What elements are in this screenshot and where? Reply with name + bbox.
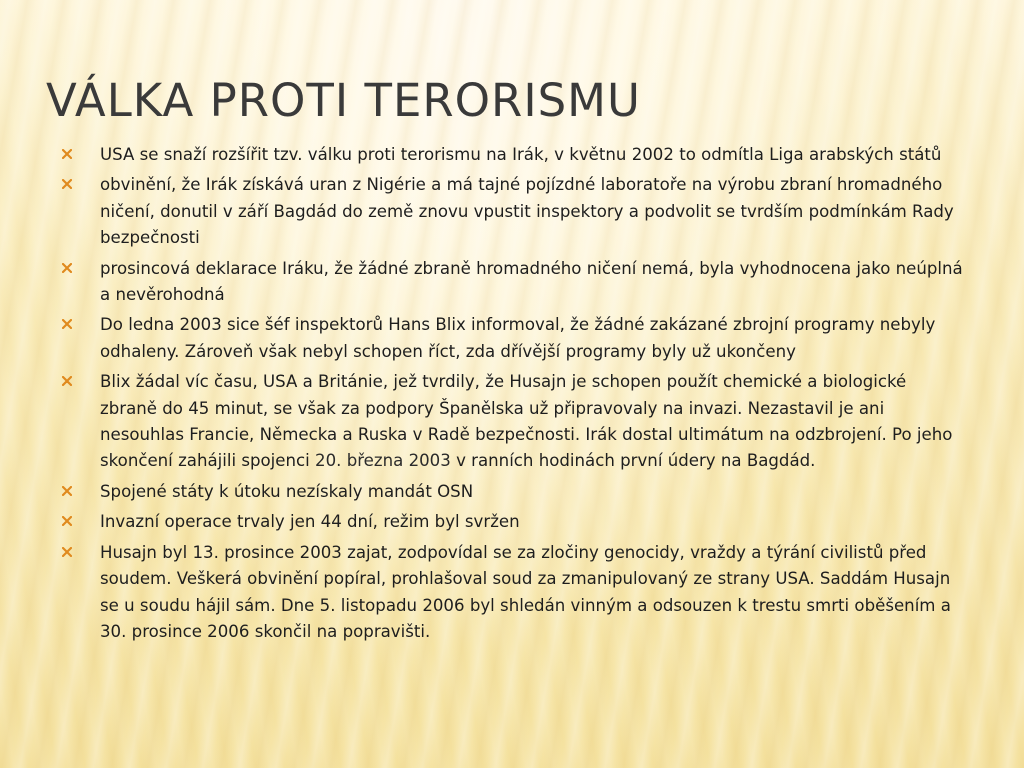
- x-mark-bullet-icon: [62, 376, 72, 386]
- date-highlight: 20. března 2003: [315, 451, 451, 471]
- bullet-item: [62, 479, 967, 505]
- bullet-item: [62, 172, 967, 251]
- bullet-item: [62, 369, 967, 475]
- bullet-text: obvinění, že Irák získává uran z Nigérie a má tajné pojízdné laboratoře na výrobu zbraní hromadného ničení, donutil v září Bagdád do země znovu vpustit inspektory a podvolit se tvrdším podmínkám Rady bezpečnosti: [100, 175, 954, 248]
- bullet-item: [62, 142, 967, 168]
- bullet-item: [62, 540, 967, 646]
- x-mark-bullet-icon: [62, 516, 72, 526]
- bullet-text: USA se snaží rozšířit tzv. válku proti terorismu na Irák, v květnu 2002 to odmítla Liga arabských států: [100, 145, 942, 164]
- bullet-item: [62, 312, 967, 365]
- bullet-text-part: Blix žádal víc času, USA a Británie, jež tvrdily, že Husajn je schopen použít chemické a biologické zbraně do 45 minut, se však za podpory Španělska už připravovaly na invazi. Nezastavil je ani nesouhlas Francie, Německa a Ruska v Radě bezpečnosti. Irák dostal ultimátum na odzbrojení. Po jeho skončení zahájili spojenci: [100, 372, 953, 471]
- bullet-text-part: v ranních hodinách první údery na Bagdád.: [450, 451, 816, 471]
- slide-title: VÁLKA PROTI TERORISMU: [46, 74, 641, 127]
- x-mark-bullet-icon: [62, 179, 72, 189]
- bullet-item: [62, 256, 967, 309]
- bullet-text: Husajn byl 13. prosince 2003 zajat, zodpovídal se za zločiny genocidy, vraždy a týrání civilistů před soudem. Veškerá obvinění popíral, prohlašoval soud za zmanipulovaný ze strany USA. Saddám Husajn se u soudu hájil sám. Dne 5. listopadu 2006 byl shledán vinným a odsouzen k trestu smrti oběšením a 30. prosince 2006 skončil na popravišti.: [100, 542, 951, 641]
- x-mark-bullet-icon: [62, 263, 72, 273]
- x-mark-bullet-icon: [62, 319, 72, 329]
- x-mark-bullet-icon: [62, 547, 72, 557]
- bullet-text: prosincová deklarace Iráku, že žádné zbraně hromadného ničení nemá, byla vyhodnocena jako neúplná a nevěrohodná: [100, 258, 963, 305]
- bullet-text: Do ledna 2003 sice šéf inspektorů Hans Blix informoval, že žádné zakázané zbrojní programy nebyly odhaleny. Zároveň však nebyl schopen říct, zda dřívější programy byly už ukončeny: [100, 315, 936, 361]
- bullet-list: [62, 142, 967, 649]
- bullet-text: Spojené státy k útoku nezískaly mandát OSN: [100, 481, 474, 501]
- x-mark-bullet-icon: [62, 486, 72, 496]
- bullet-item: [62, 509, 967, 535]
- x-mark-bullet-icon: [62, 149, 72, 159]
- bullet-text: Invazní operace trvaly jen 44 dní, režim byl svržen: [100, 512, 520, 532]
